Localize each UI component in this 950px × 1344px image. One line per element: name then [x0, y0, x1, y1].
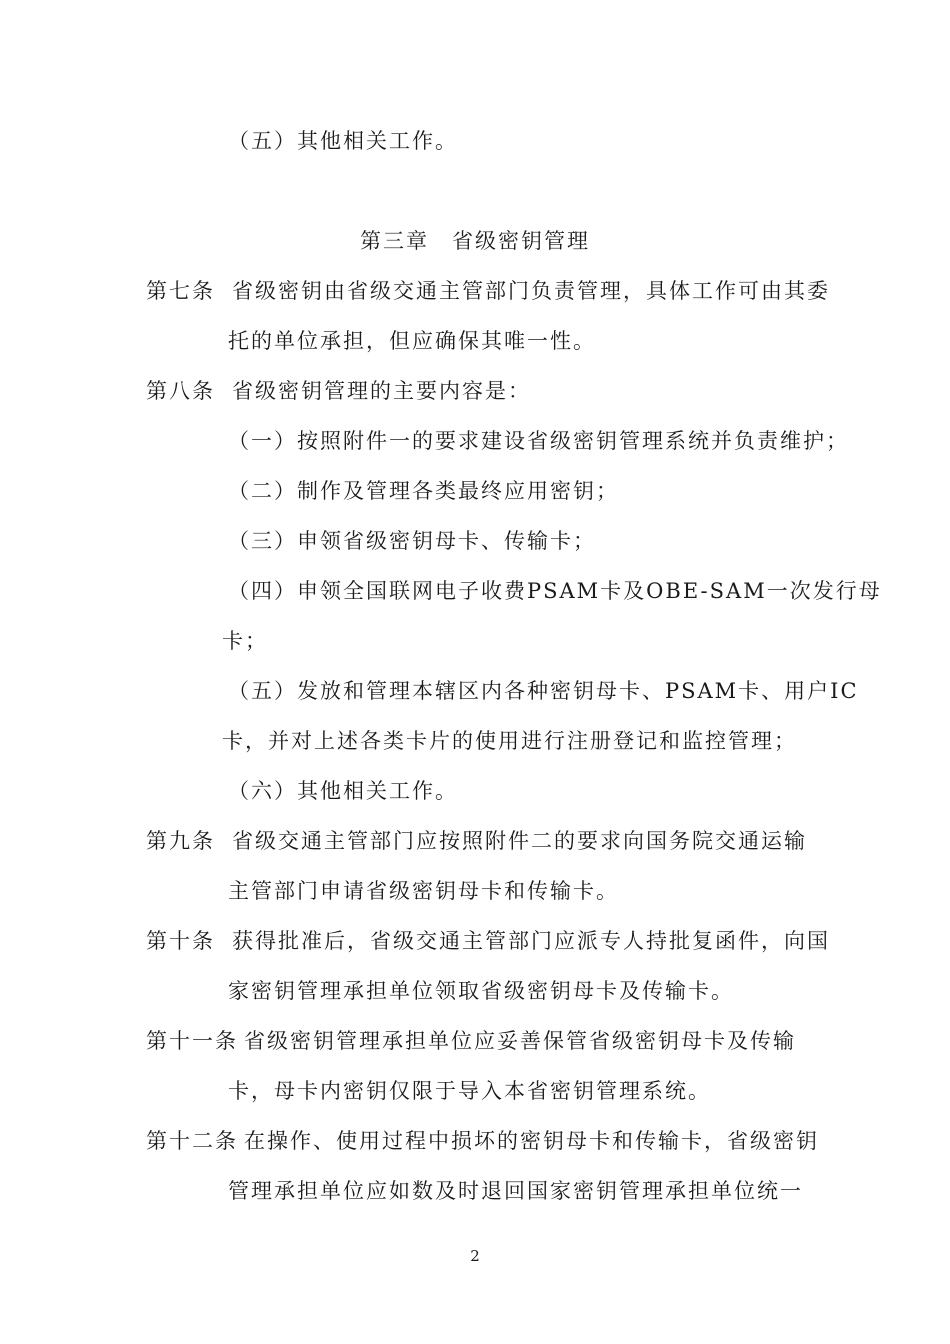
article-7-text-line-2: 托的单位承担，但应确保其唯一性。	[228, 329, 596, 353]
article-8-item-6: （六）其他相关工作。	[228, 779, 458, 803]
chapter-heading: 第三章 省级密钥管理	[360, 229, 590, 253]
article-11-text-line-1: 省级密钥管理承担单位应妥善保管省级密钥母卡及传输	[244, 1029, 796, 1053]
article-10-number: 第十条	[146, 929, 215, 953]
article-9-text-line-2: 主管部门申请省级密钥母卡和传输卡。	[228, 879, 619, 903]
article-7-number: 第七条	[146, 279, 215, 303]
article-11-number: 第十一条	[146, 1029, 238, 1053]
article-11-text-line-2: 卡，母卡内密钥仅限于导入本省密钥管理系统。	[228, 1079, 711, 1103]
article-10-text-line-1: 获得批准后，省级交通主管部门应派专人持批复函件，向国	[232, 929, 830, 953]
article-8-item-3: （三）申领省级密钥母卡、传输卡；	[228, 529, 596, 553]
article-8-item-5-line-1: （五）发放和管理本辖区内各种密钥母卡、PSAM卡、用户IC	[228, 679, 859, 703]
article-8-item-2: （二）制作及管理各类最终应用密钥；	[228, 479, 619, 503]
article-8-item-4-line-2: 卡；	[222, 629, 268, 653]
article-7-text-line-1: 省级密钥由省级交通主管部门负责管理，具体工作可由其委	[232, 279, 830, 303]
article-8-item-1: （一）按照附件一的要求建设省级密钥管理系统并负责维护；	[228, 429, 849, 453]
page-number: 2	[470, 1247, 480, 1265]
article-12-text-line-2: 管理承担单位应如数及时退回国家密钥管理承担单位统一	[228, 1179, 803, 1203]
item-5-other-work-prev: （五）其他相关工作。	[228, 129, 458, 153]
article-12-text-line-1: 在操作、使用过程中损坏的密钥母卡和传输卡，省级密钥	[244, 1129, 819, 1153]
article-9-text-line-1: 省级交通主管部门应按照附件二的要求向国务院交通运输	[232, 829, 807, 853]
article-8-number: 第八条	[146, 379, 215, 403]
article-8-text: 省级密钥管理的主要内容是：	[232, 379, 531, 403]
article-10-text-line-2: 家密钥管理承担单位领取省级密钥母卡及传输卡。	[228, 979, 734, 1003]
article-8-item-4-line-1: （四）申领全国联网电子收费PSAM卡及OBE-SAM一次发行母	[228, 579, 882, 603]
article-12-number: 第十二条	[146, 1129, 238, 1153]
article-8-item-5-line-2: 卡，并对上述各类卡片的使用进行注册登记和监控管理；	[222, 729, 797, 753]
article-9-number: 第九条	[146, 829, 215, 853]
